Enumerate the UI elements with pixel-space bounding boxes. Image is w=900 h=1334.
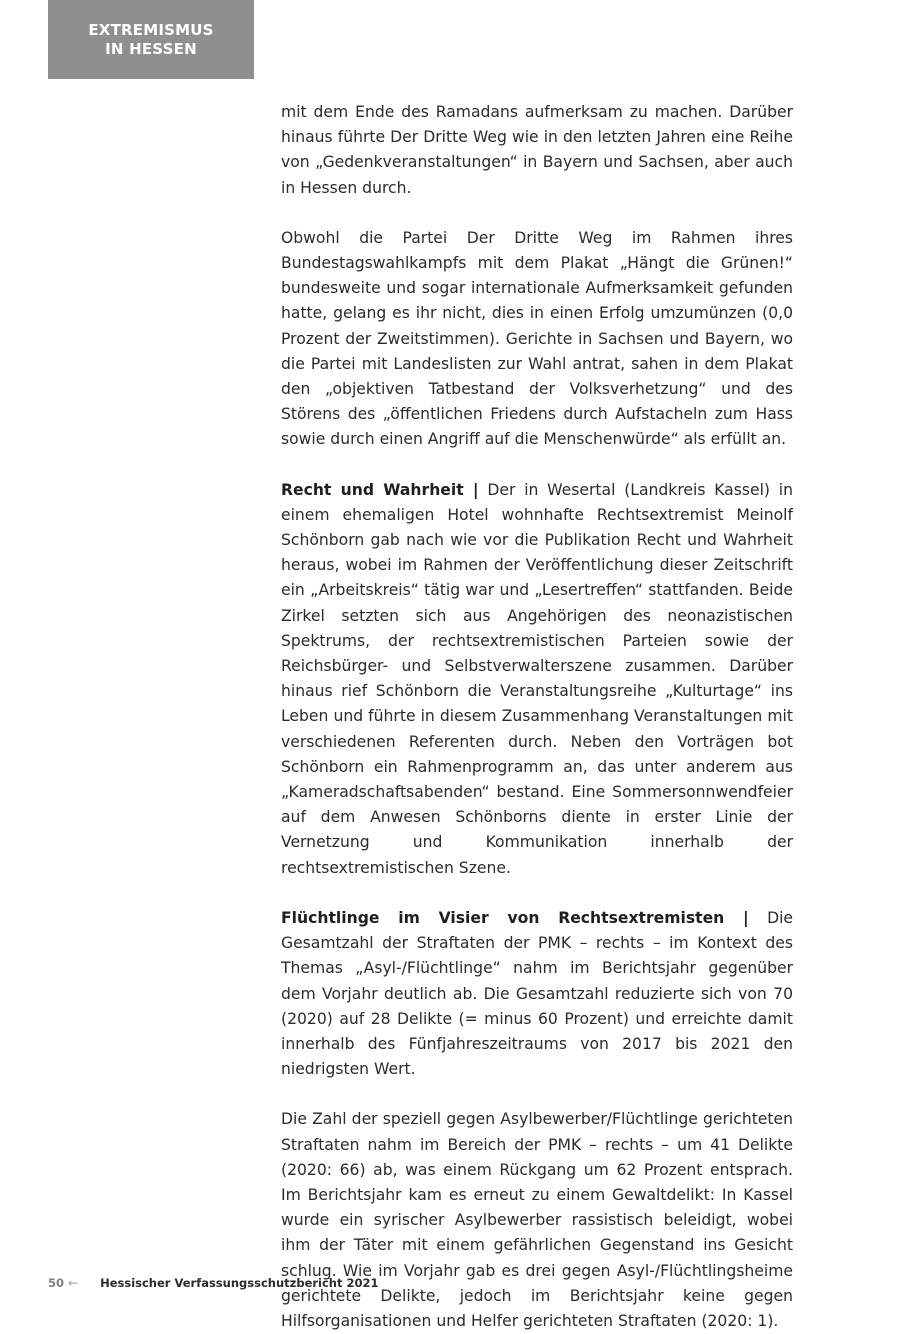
paragraph-heading: Recht und Wahrheit | — [281, 480, 479, 499]
paragraph-text: Obwohl die Partei Der Dritte Weg im Rahmen ihres Bundestagswahlkampfs mit dem Plakat „Hängt die Grünen!“ bundesweite und sogar internationale Aufmerksamkeit gefunden hatte, gelang es ihr nicht, dies in einen Erfolg umzumünzen (0,0 Prozent der Zweitstimmen). Gerichte in Sachsen und Bayern, wo die Partei mit Landeslisten zur Wahl antrat, sahen in dem Plakat den „objektiven Tatbestand der Volksverhetzung“ und des Störens des „öffentlichen Friedens durch Aufstacheln zum Hass sowie durch einen Angriff auf die Menschenwürde“ als erfüllt an. — [281, 228, 793, 449]
paragraph-text: Der in Wesertal (Landkreis Kassel) in einem ehemaligen Hotel wohnhafte Rechtsextremist Meinolf Schönborn gab nach wie vor die Publikation Recht und Wahrheit heraus, wobei im Rahmen der Veröffentlichung dieser Zeitschrift ein „Arbeitskreis“ tätig war und „Lesertreffen“ stattfanden. Beide Zirkel setzten sich aus Angehörigen des neonazistischen Spektrums, der rechtsextremistischen Parteien sowie der Reichsbürger- und Selbstverwalterszene zusammen. Darüber hinaus rief Schönborn die Veranstaltungsreihe „Kulturtage“ ins Leben und führte in diesem Zusammenhang Veranstaltungen mit verschiedenen Referenten durch. Neben den Vorträgen bot Schönborn ein Rahmenprogramm an, das unter anderem aus „Kameradschaftsabenden“ bestand. Eine Sommersonnwendfeier auf dem Anwesen Schönborns diente in erster Linie der Vernetzung und Kommunikation innerhalb der rechtsextremistischen Szene. — [281, 480, 793, 877]
paragraph — [281, 100, 793, 201]
arrow-left-icon: ← — [68, 1276, 79, 1290]
publication-title: Hessischer Verfassungsschutzbericht 2021 — [100, 1276, 379, 1290]
paragraph-text: mit dem Ende des Ramadans aufmerksam zu machen. Darüber hinaus führte Der Dritte Weg wie in den letzten Jahren eine Reihe von „Gedenkveranstaltungen“ in Bayern und Sachsen, aber auch in Hessen durch. — [281, 103, 793, 197]
paragraph — [281, 1107, 793, 1334]
paragraph-text: Die Gesamtzahl der Straftaten der PMK – rechts – im Kontext des Themas „Asyl-/Flüchtlinge“ nahm im Berichtsjahr gegenüber dem Vorjahr deutlich ab. Die Gesamtzahl reduzierte sich von 70 (2020) auf 28 Delikte (= minus 60 Prozent) und erreichte damit innerhalb des Fünfjahreszeitraums von 2017 bis 2021 den niedrigsten Wert. — [281, 908, 794, 1079]
section-tab — [48, 0, 254, 79]
article-body — [281, 100, 793, 1334]
paragraph-text: Die Zahl der speziell gegen Asylbewerber/Flüchtlinge gerichteten Straftaten nahm im Bereich der PMK – rechts – um 41 Delikte (2020: 66) ab, was einem Rückgang um 62 Prozent entsprach. Im Berichtsjahr kam es erneut zu einem Gewaltdelikt: In Kassel wurde ein syrischer Asylbewerber rassistisch beleidigt, wobei ihm der Täter mit einem gefährlichen Gegenstand ins Gesicht schlug. Wie im Vorjahr gab es drei gegen Asyl-/Flüchtlingsheime gerichtete Delikte, jedoch im Berichtsjahr keine gegen Hilfsorganisationen und Helfer gerichteten Straftaten (2020: 1). — [281, 1110, 793, 1330]
section-title-line2: IN HESSEN — [105, 39, 197, 58]
paragraph — [281, 906, 793, 1082]
page-footer — [48, 1276, 379, 1290]
paragraph — [281, 226, 793, 453]
page-number: 50 — [48, 1276, 65, 1290]
paragraph-heading: Flüchtlinge im Visier von Rechtsextremisten | — [281, 908, 749, 927]
paragraph — [281, 478, 793, 881]
section-title-line1: EXTREMISMUS — [88, 20, 214, 39]
